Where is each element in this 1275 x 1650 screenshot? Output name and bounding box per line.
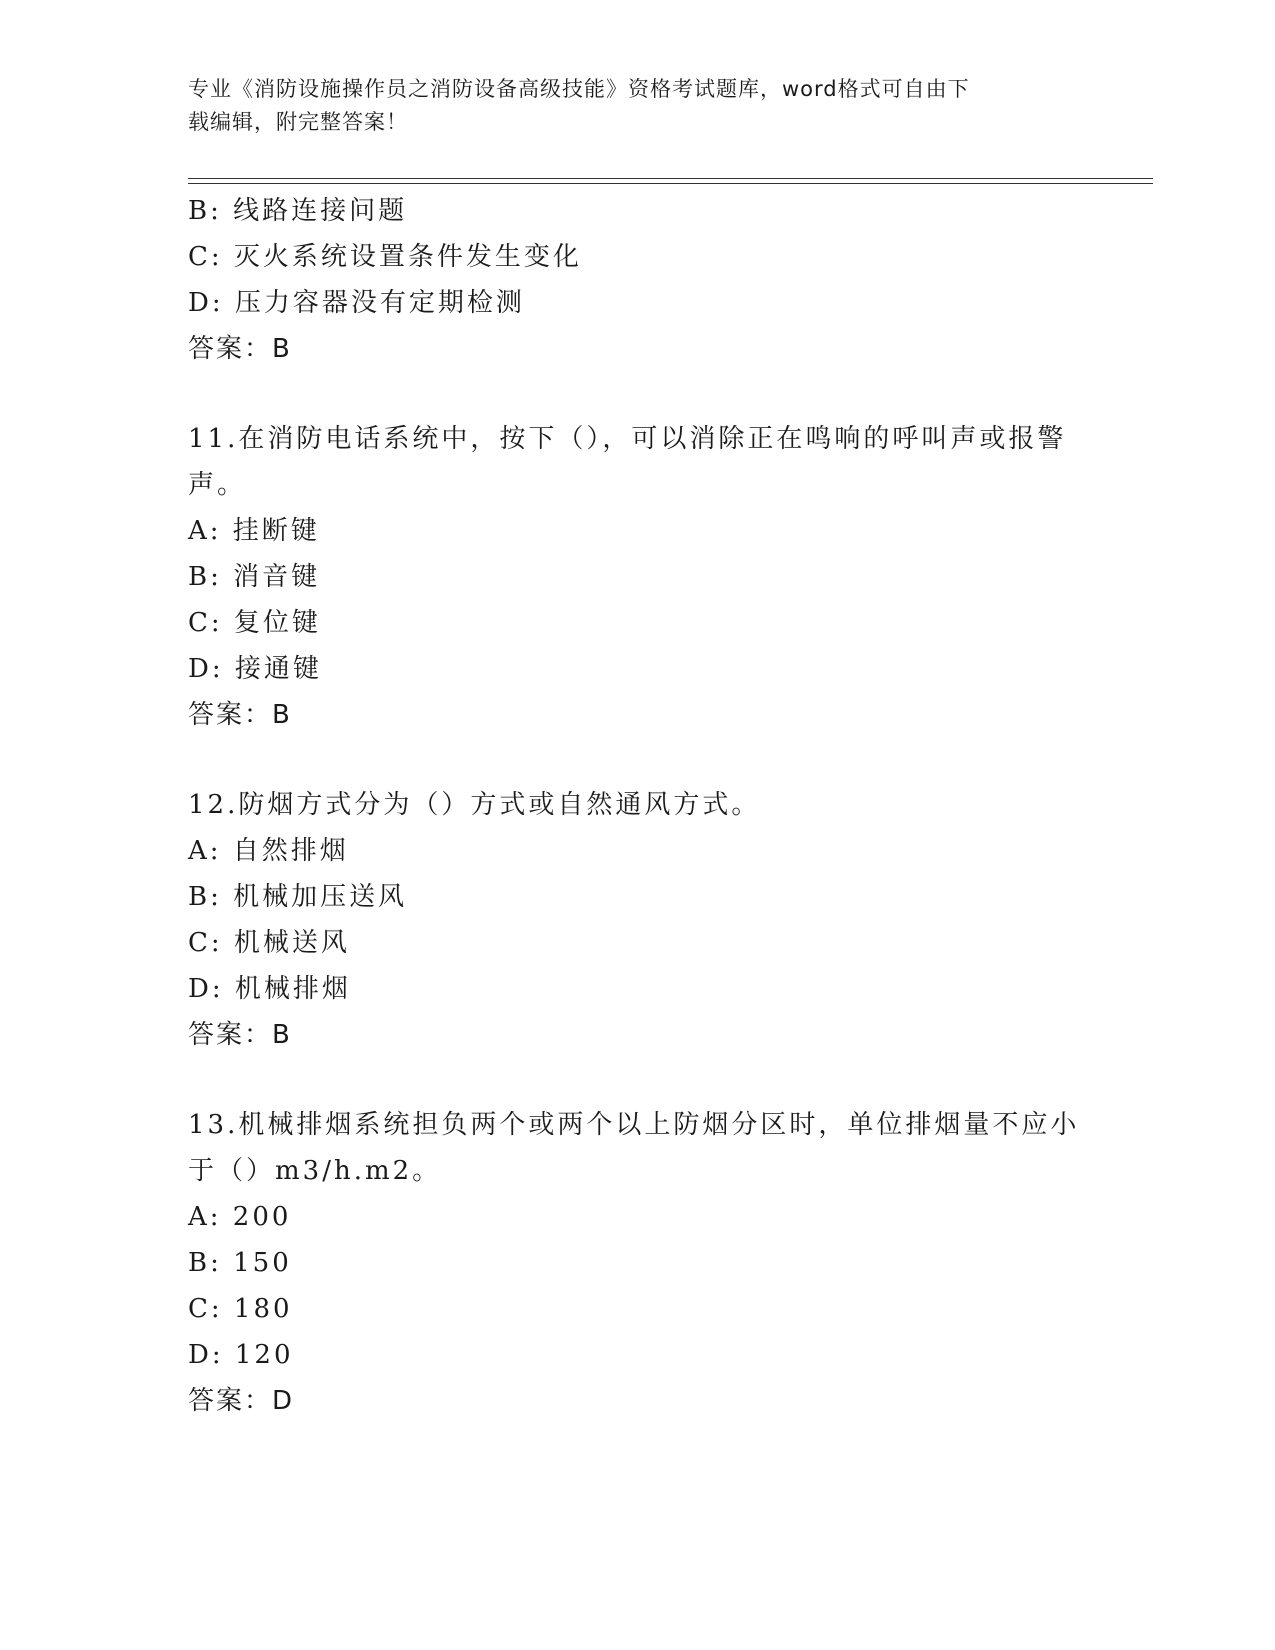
question-13 bbox=[188, 1102, 1088, 1424]
question-stem: 11.在消防电话系统中，按下（），可以消除正在鸣响的呼叫声或报警 bbox=[188, 424, 1067, 454]
option-d: D: 接通键 bbox=[188, 654, 322, 684]
document-header bbox=[188, 73, 1068, 139]
option-c: C: 灭火系统设置条件发生变化 bbox=[188, 242, 582, 272]
option-a: A: 200 bbox=[188, 1202, 292, 1232]
header-divider-bottom bbox=[188, 183, 1153, 184]
header-divider-top bbox=[188, 178, 1153, 179]
question-stem-continued: 声。 bbox=[188, 470, 247, 500]
option-b: B: 线路连接问题 bbox=[188, 196, 408, 226]
header-line-1: 专业《消防设施操作员之消防设备高级技能》资格考试题库，word格式可自由下 bbox=[188, 77, 970, 101]
question-stem: 12.防烟方式分为（）方式或自然通风方式。 bbox=[188, 790, 761, 820]
option-b: B: 150 bbox=[188, 1248, 292, 1278]
option-c: C: 180 bbox=[188, 1294, 293, 1324]
option-c: C: 复位键 bbox=[188, 608, 321, 638]
answer: 答案：B bbox=[188, 334, 292, 364]
question-stem-continued: 于（）m3/h.m2。 bbox=[188, 1156, 442, 1186]
spacer bbox=[188, 372, 1088, 416]
question-12 bbox=[188, 782, 1088, 1058]
spacer bbox=[188, 1058, 1088, 1102]
option-b: B: 消音键 bbox=[188, 562, 321, 592]
answer: 答案：D bbox=[188, 1386, 295, 1416]
option-d: D: 120 bbox=[188, 1340, 294, 1370]
option-a: A: 挂断键 bbox=[188, 516, 320, 546]
question-stem: 13.机械排烟系统担负两个或两个以上防烟分区时，单位排烟量不应小 bbox=[188, 1110, 1080, 1140]
question-11 bbox=[188, 416, 1088, 738]
answer: 答案：B bbox=[188, 700, 292, 730]
option-d: D: 机械排烟 bbox=[188, 974, 351, 1004]
answer: 答案：B bbox=[188, 1020, 292, 1050]
option-b: B: 机械加压送风 bbox=[188, 882, 408, 912]
option-c: C: 机械送风 bbox=[188, 928, 350, 958]
question-10-continued bbox=[188, 188, 1088, 372]
option-d: D: 压力容器没有定期检测 bbox=[188, 288, 525, 318]
question-list bbox=[188, 188, 1088, 1424]
header-line-2: 载编辑，附完整答案！ bbox=[188, 110, 408, 134]
spacer bbox=[188, 738, 1088, 782]
option-a: A: 自然排烟 bbox=[188, 836, 349, 866]
